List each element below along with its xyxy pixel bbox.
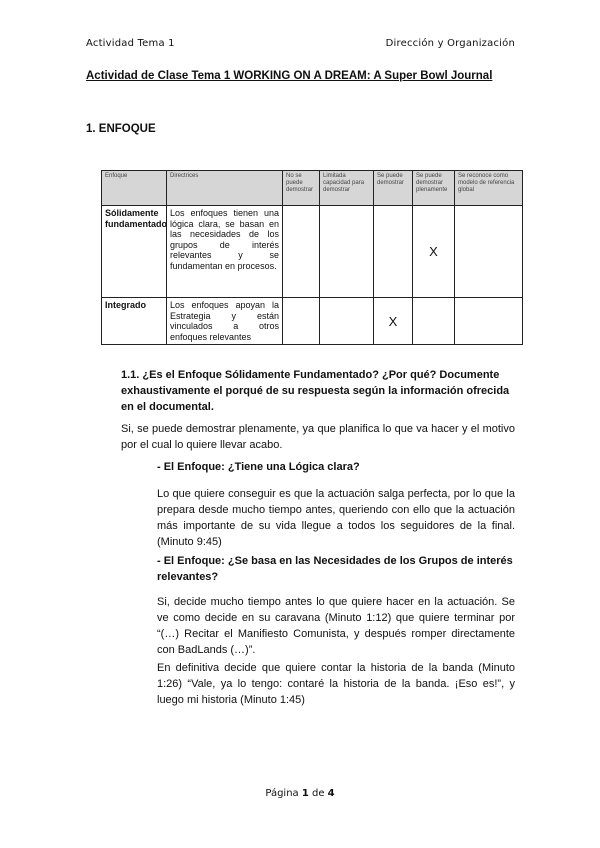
table-header-cell: Limitada capacidad para demostrar xyxy=(320,171,374,206)
mark-cell xyxy=(455,298,523,345)
mark-cell xyxy=(283,298,320,345)
table-header-cell: Se puede demostrar plenamente xyxy=(413,171,455,206)
table-header-row xyxy=(102,171,523,206)
subanswer-logic: Lo que quiere conseguir es que la actuación salga perfecta, por lo que la prepara desde mucho tiempo antes, queriendo con ello que la actuación más importante de su vida llegue a todos los seguidores de la final. (Minuto 9:45) xyxy=(157,488,515,548)
table-row xyxy=(102,298,523,345)
answer-1-1: Si, se puede demostrar plenamente, ya que planifica lo que va hacer y el motivo por el cual lo quiere llevar acabo. xyxy=(121,423,515,451)
page-total: 4 xyxy=(327,788,335,799)
subanswer-needs: Si, decide mucho tiempo antes lo que quiere hacer en la actuación. Se ve como decide en su caravana (Minuto 1:12) que quiere terminar por “(…) Recitar el Manifiesto Comunista, y después romper directamente con BadLands (…)”. xyxy=(157,596,515,656)
mark-cell xyxy=(320,206,374,298)
mark-cell: X xyxy=(374,298,413,345)
header-left: Actividad Tema 1 xyxy=(86,38,175,49)
mark-cell xyxy=(374,206,413,298)
table-header-cell: Directrices xyxy=(167,171,283,206)
mark-cell: X xyxy=(413,206,455,298)
page-current: 1 xyxy=(301,788,309,799)
header-right: Dirección y Organización xyxy=(385,38,515,49)
document-title: Actividad de Clase Tema 1 WORKING ON A DREAM: A Super Bowl Journal xyxy=(86,70,493,82)
subanswer-needs-conclusion: En definitiva decide que quiere contar la historia de la banda (Minuto 1:26) “Vale, ya lo tengo: contaré la historia de la banda. ¡Eso es!”, y luego mi historia (Minuto 1:45) xyxy=(157,662,515,706)
mark-cell xyxy=(413,298,455,345)
row-label: Integrado xyxy=(102,298,167,345)
mark-cell xyxy=(455,206,523,298)
row-label: Sólidamente fundamentado xyxy=(102,206,167,298)
question-1-1: 1.1. ¿Es el Enfoque Sólidamente Fundamentado? ¿Por qué? Documente exhaustivamente el porqué de su respuesta según la información ofrecida en el documental. xyxy=(121,369,510,413)
table-header-cell: Enfoque xyxy=(102,171,167,206)
subquestion-logic: - El Enfoque: ¿Tiene una Lógica clara? xyxy=(157,461,360,473)
table-header-cell: Se puede demostrar xyxy=(374,171,413,206)
mark-cell xyxy=(283,206,320,298)
evaluation-table xyxy=(101,170,523,345)
row-description: Los enfoques apoyan la Estrategia y están vinculados a otros enfoques relevantes xyxy=(167,298,283,345)
table-header-cell: No se puede demostrar xyxy=(283,171,320,206)
table-header-cell: Se reconoce como modelo de referencia global xyxy=(455,171,523,206)
page-label: Página xyxy=(265,788,302,799)
table-row xyxy=(102,206,523,298)
section-heading: 1. ENFOQUE xyxy=(86,123,156,135)
row-description: Los enfoques tienen una lógica clara, se basan en las necesidades de los grupos de interés relevantes y se fundamentan en procesos. xyxy=(167,206,283,298)
page-footer xyxy=(0,788,600,799)
subquestion-needs: - El Enfoque: ¿Se basa en las Necesidades de los Grupos de interés relevantes? xyxy=(157,555,513,583)
page-sep: de xyxy=(308,788,328,799)
mark-cell xyxy=(320,298,374,345)
